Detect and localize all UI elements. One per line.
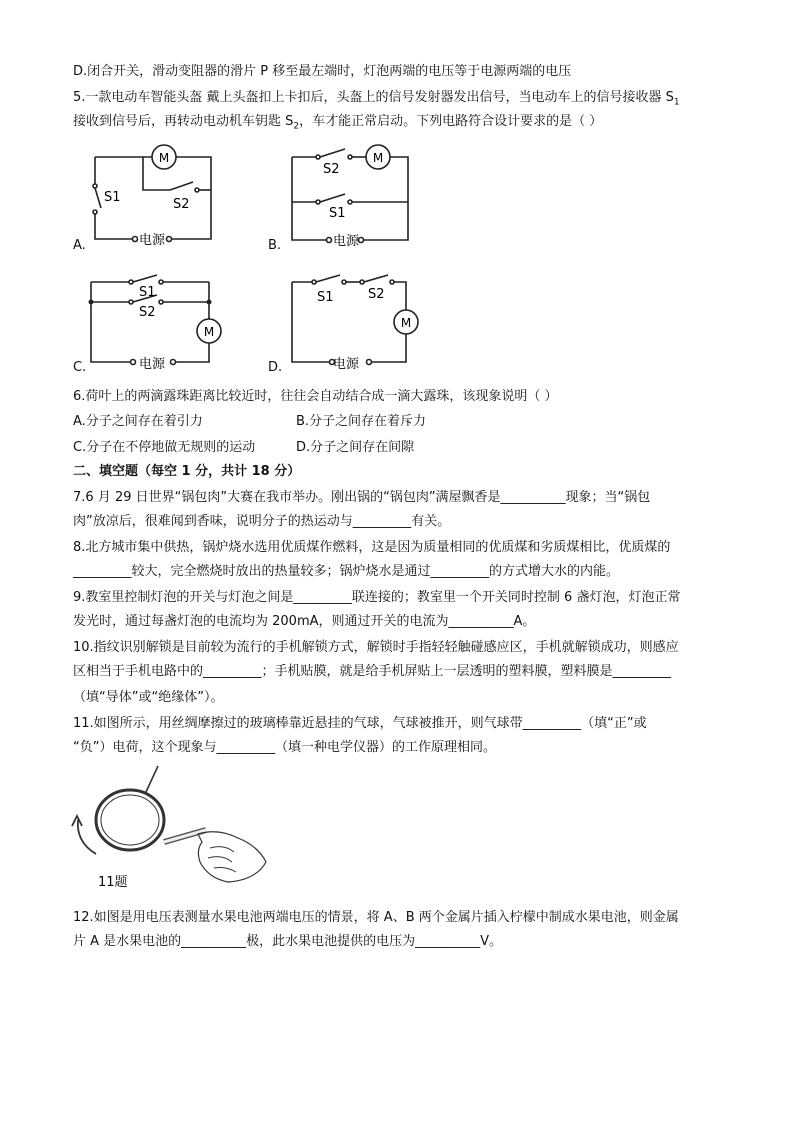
q5-stem-text1: 5.一款电动车智能头盔 戴上头盔扣上卡扣后，头盔上的信号发射器发出信号，当电动车上的信号接收器 S bbox=[73, 90, 674, 105]
circuit-b-s1: S1 bbox=[329, 206, 346, 221]
circuit-a-source: 电源 bbox=[139, 233, 166, 248]
q12-line1: 12.如图是用电压表测量水果电池两端电压的情景，将 A、B 两个金属片插入柠檬中制成水果电池，则金属 bbox=[73, 910, 679, 925]
circuit-b-s2: S2 bbox=[323, 162, 340, 177]
q5-stem-line2 bbox=[73, 114, 602, 135]
q6-stem: 6.荷叶上的两滴露珠距离比较近时，往往会自动结合成一滴大露珠，该现象说明（ ） bbox=[73, 389, 558, 404]
section-title: 二、填空题（每空 1 分，共计 18 分） bbox=[73, 464, 301, 479]
q5-stem-text2b: ，车才能正常启动。下列电路符合设计要求的是（ ） bbox=[299, 114, 603, 129]
q11-line1: 11.如图所示，用丝绸摩擦过的玻璃棒靠近悬挂的气球，气球被推开，则气球带_________（填“正”或 bbox=[73, 716, 647, 731]
circuit-a-s2: S2 bbox=[173, 197, 190, 212]
q10-line3: （填“导体”或“绝缘体”）。 bbox=[73, 690, 224, 705]
circuit-d-motor: M bbox=[400, 316, 412, 330]
q7-line2: 肉”放凉后，很难闻到香味，说明分子的热运动与_________有关。 bbox=[73, 514, 451, 529]
q6-option-d: D.分子之间存在间隙 bbox=[296, 440, 415, 455]
q9-line1: 9.教室里控制灯泡的开关与灯泡之间是_________联连接的；教室里一个开关同时控制 6 盏灯泡，灯泡正常 bbox=[73, 590, 681, 605]
q9-line2: 发光时，通过每盏灯泡的电流均为 200mA，则通过开关的电流为__________A。 bbox=[73, 614, 536, 629]
circuit-diagram-a bbox=[70, 142, 240, 254]
q5-sub-1: 1 bbox=[673, 97, 680, 108]
circuit-d-s1: S1 bbox=[317, 290, 334, 305]
circuit-c-s1: S1 bbox=[139, 285, 156, 300]
circuit-diagram-d bbox=[282, 272, 432, 376]
circuit-b-source: 电源 bbox=[333, 234, 360, 249]
circuit-c-s2: S2 bbox=[139, 305, 156, 320]
circuit-a-s1: S1 bbox=[104, 190, 121, 205]
circuit-c-motor: M bbox=[203, 325, 215, 339]
circuit-d-source: 电源 bbox=[333, 357, 360, 372]
circuit-diagram-b bbox=[282, 140, 422, 252]
q6-option-c: C.分子在不停地做无规则的运动 bbox=[73, 440, 256, 455]
q6-option-a: A.分子之间存在着引力 bbox=[73, 414, 203, 429]
circuit-diagram-c bbox=[83, 272, 233, 376]
q11-figure-caption: 11题 bbox=[98, 875, 128, 890]
option-c-label: C. bbox=[73, 360, 87, 375]
circuit-a-motor: M bbox=[158, 151, 170, 165]
option-d-label: D. bbox=[268, 360, 283, 375]
q11-line2: “负”）电荷，这个现象与_________（填一种电学仪器）的工作原理相同。 bbox=[73, 740, 496, 755]
option-a-label: A. bbox=[73, 238, 86, 253]
q4-option-d: D.闭合开关，滑动变阻器的滑片 P 移至最左端时，灯泡两端的电压等于电源两端的电压 bbox=[73, 64, 572, 79]
circuit-b-motor: M bbox=[372, 151, 384, 165]
q12-line2: 片 A 是水果电池的__________极，此水果电池提供的电压为__________V。 bbox=[73, 934, 503, 949]
q10-line2: 区相当于手机电路中的_________；手机贴膜，就是给手机屏贴上一层透明的塑料膜，塑料膜是_________ bbox=[73, 664, 672, 679]
circuit-d-s2: S2 bbox=[368, 287, 385, 302]
circuit-c-source: 电源 bbox=[139, 357, 166, 372]
q5-stem-text2a: 接收到信号后，再转动电动机车钥匙 S bbox=[73, 114, 294, 129]
q7-line1: 7.6 月 29 日世界“锅包肉”大赛在我市举办。刚出锅的“锅包肉”满屋飘香是__________现象；当“锅包 bbox=[73, 490, 651, 505]
q5-stem-line1 bbox=[73, 90, 680, 111]
q8-line2: _________较大，完全燃烧时放出的热量较多；锅炉烧水是通过_________的方式增大水的内能。 bbox=[73, 564, 620, 579]
q11-figure bbox=[68, 762, 278, 892]
q6-option-b: B.分子之间存在着斥力 bbox=[296, 414, 427, 429]
q5-sub-2: 2 bbox=[293, 121, 300, 132]
q8-line1: 8.北方城市集中供热，锅炉烧水选用优质煤作燃料，这是因为质量相同的优质煤和劣质煤相比，优质煤的 bbox=[73, 540, 671, 555]
q10-line1: 10.指纹识别解锁是目前较为流行的手机解锁方式，解锁时手指轻轻触碰感应区，手机就解锁成功，则感应 bbox=[73, 640, 679, 655]
option-b-label: B. bbox=[268, 238, 282, 253]
